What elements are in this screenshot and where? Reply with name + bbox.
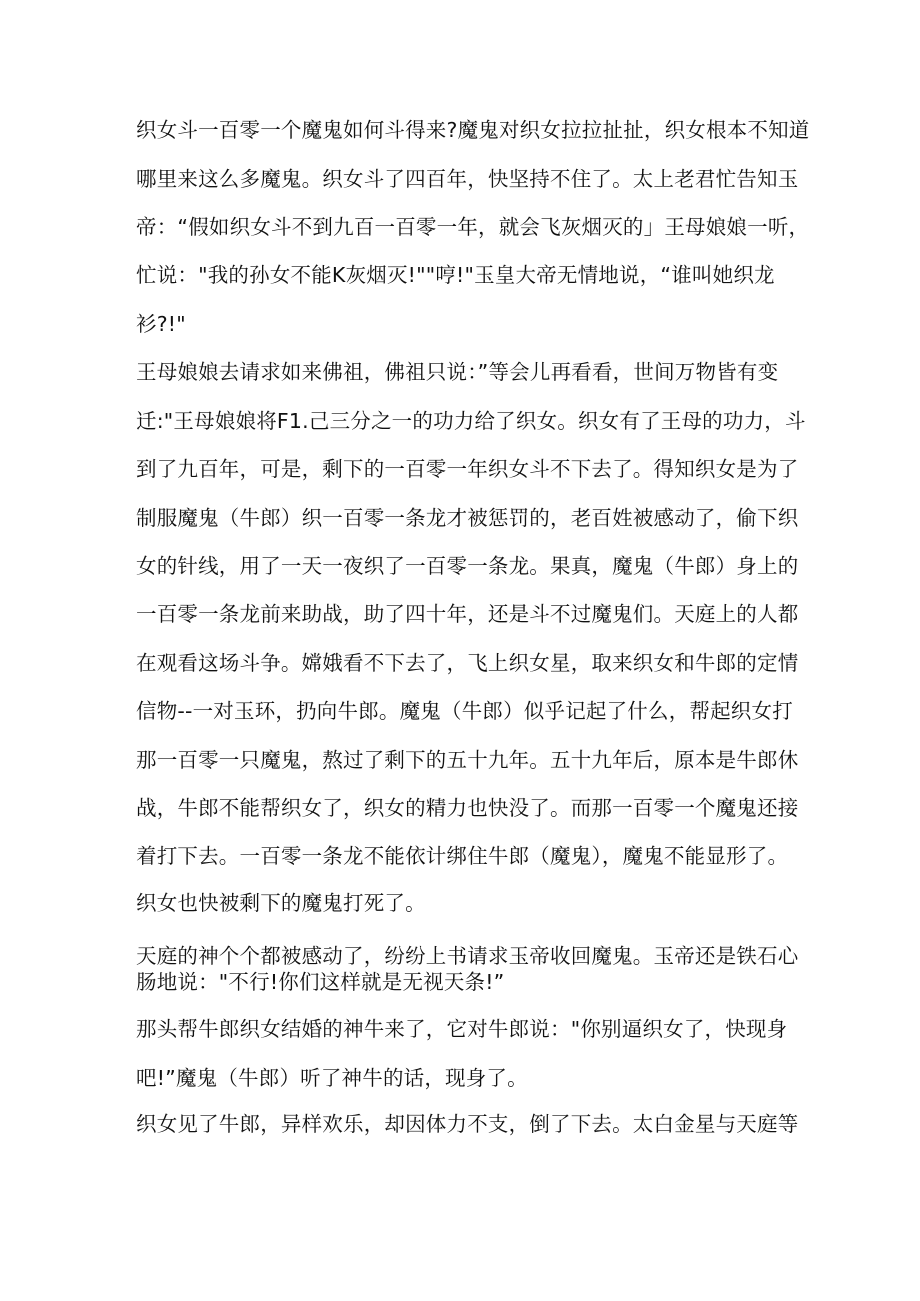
text-line: 信物--一对玉环，扔向牛郎。魔鬼（牛郎）似乎记起了什么，帮起织女打 (136, 699, 793, 723)
text-line: 帝：“假如织女斗不到九百一百零一年，就会飞灰烟灭的」王母娘娘一听， (136, 215, 810, 239)
text-line: 衫?!" (136, 312, 186, 336)
text-line: 在观看这场斗争。嫦娥看不下去了，飞上织女星，取来织女和牛郎的定情 (136, 651, 799, 675)
text-line: 那头帮牛郎织女结婚的神牛来了，它对牛郎说："你别逼织女了，快现身 (136, 1017, 788, 1041)
text-line: 王母娘娘去请求如来佛祖，佛祖只说：”等会儿再看看，世间万物皆有变 (136, 360, 779, 384)
text-line: 那一百零一只魔鬼，熬过了剩下的五十九年。五十九年后，原本是牛郎休 (136, 748, 799, 772)
text-line: 织女也快被剩下的魔鬼打死了。 (136, 891, 426, 915)
text-line: 女的针线，用了一天一夜织了一百零一条龙。果真，魔鬼（牛郎）身上的 (136, 554, 799, 578)
text-line: 一百零一条龙前来助战，助了四十年，还是斗不过魔鬼们。天庭上的人都 (136, 602, 799, 626)
text-line: 迁:"王母娘娘将F1.己三分之一的功力给了织女。织女有了王母的功力，斗 (136, 409, 806, 433)
text-line: 吧!”魔鬼（牛郎）听了神牛的话，现身了。 (136, 1066, 528, 1090)
text-line: 制服魔鬼（牛郎）织一百零一条龙才被惩罚的，老百姓被感动了，偷下织 (136, 506, 799, 530)
text-line: 织女斗一百零一个魔鬼如何斗得来?魔鬼对织女拉拉扯扯，织女根本不知道 (136, 118, 810, 142)
text-line: 战，牛郎不能帮织女了，织女的精力也快没了。而那一百零一个魔鬼还接 (136, 796, 799, 820)
text-line: 着打下去。一百零一条龙不能依计绑住牛郎（魔鬼），魔鬼不能显形了。 (136, 844, 789, 868)
text-line: 忙说："我的孙女不能K灰烟灭!""哼!"玉皇大帝无情地说，“谁叫她织龙 (136, 263, 775, 287)
text-line: 肠地说："不行!你们这样就是无视天条!” (136, 970, 505, 994)
text-line: 织女见了牛郎，异样欢乐，却因体力不支，倒了下去。太白金星与天庭等 (136, 1112, 799, 1136)
text-line: 到了九百年，可是，剩下的一百零一年织女斗不下去了。得知织女是为了 (136, 457, 799, 481)
text-line: 天庭的神个个都被感动了，纷纷上书请求玉帝收回魔鬼。玉帝还是铁石心 (136, 944, 799, 968)
text-line: 哪里来这么多魔鬼。织女斗了四百年，快坚持不住了。太上老君忙告知玉 (136, 167, 799, 191)
